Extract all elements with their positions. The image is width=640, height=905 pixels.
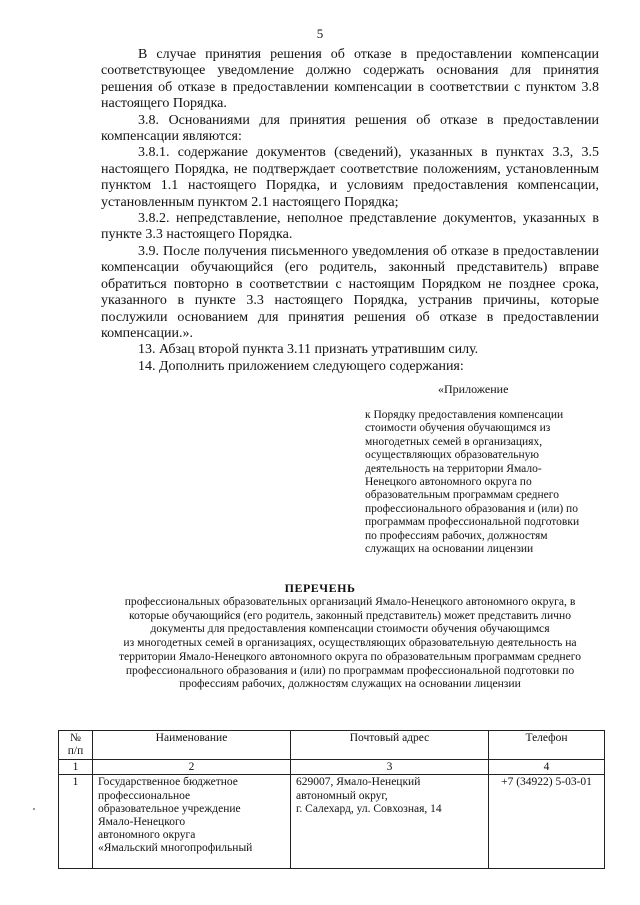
table-header-row (59, 731, 605, 760)
margin-dot (33, 808, 35, 810)
appendix-line: программам профессиональной подготовки (365, 516, 580, 529)
subtitle-line: территории Ямало-Ненецкого автономного округа по образовательным программам среднего (118, 649, 582, 663)
name-line: Ямало-Ненецкого (98, 816, 186, 829)
header-num-line2: п/п (67, 745, 84, 758)
row-num: 1 (59, 775, 93, 869)
name-line: автономного округа (98, 829, 196, 842)
appendix-line: служащих на основании лицензии (365, 543, 534, 556)
paragraph-14: 14. Дополнить приложением следующего содержания: (138, 358, 464, 374)
row-name (93, 775, 291, 869)
header-name: Наименование (93, 731, 291, 760)
appendix-block (365, 409, 605, 556)
paragraph-refusal-notice: В случае принятия решения об отказе в предоставлении компенсации соответствующее уведомление должно содержать основания для принятия решения об отказе в предоставлении компенсации в соответствии с пунктом 3.8 настоящего Порядка. (101, 47, 599, 112)
row-phone: +7 (34922) 5-03-01 (489, 775, 605, 869)
subtitle-line: которые обучающийся (его родитель, законный представитель) может представить лично (129, 608, 571, 622)
paragraph-3-8: 3.8. Основаниями для принятия решения об отказе в предоставлении компенсации являются: (101, 112, 599, 145)
appendix-line: осуществляющих образовательную (365, 449, 540, 462)
appendix-line: многодетных семей в организациях, (365, 435, 543, 448)
table-row (59, 775, 605, 869)
header-num-line1: № (70, 732, 81, 744)
subtitle-line: документы для предоставления компенсации стоимости обучения обучающимся (150, 622, 550, 636)
row-address (291, 775, 489, 869)
paragraph-3-8-1: 3.8.1. содержание документов (сведений), указанных в пунктах 3.3, 3.5 настоящего Порядка, не подтверждает соответствие положениям, установленным пунктом 1.1 настоящего Порядка, и условиям предоставления компенсации, установленным пунктом 2.1 настоящего Порядка; (101, 145, 599, 210)
appendix-line: стоимости обучения обучающимся из (365, 422, 551, 435)
appendix-heading: «Приложение (438, 382, 509, 396)
appendix-line: по профессиям рабочих, должностям (365, 529, 548, 542)
name-line: Государственное бюджетное (98, 776, 238, 789)
paragraph-3-8-2: 3.8.2. непредставление, неполное представление документов, указанных в пункте 3.3 настоящего Порядка. (101, 211, 599, 243)
paragraph-3-9: 3.9. После получения письменного уведомления об отказе в предоставлении компенсации обучающийся (его родитель, законный представитель) вправе обратиться повторно в соответствии с настоящим Порядком не позднее срока, указанного в пункте 3.3 настоящего Порядка, устранив причины, которые послужили основанием для принятия решения об отказе в предоставлении компенсации.». (101, 243, 599, 341)
header-address: Почтовый адрес (291, 731, 489, 760)
address-line: г. Салехард, ул. Совхозная, 14 (296, 802, 442, 815)
name-line: «Ямальский многопрофильный (98, 842, 253, 855)
list-subtitle (95, 595, 605, 691)
appendix-line: профессионального образования и (или) по (365, 502, 578, 515)
name-line: образовательное учреждение (98, 802, 241, 815)
appendix-line: Ненецкого автономного округа по (365, 476, 532, 489)
page-number: 5 (316, 26, 324, 41)
body-text (101, 47, 599, 375)
header-num (59, 731, 93, 760)
paragraph-13: 13. Абзац второй пункта 3.11 признать утратившим силу. (138, 342, 479, 358)
name-line: профессиональное (98, 789, 191, 802)
index-cell: 3 (291, 760, 489, 775)
table-index-row (59, 760, 605, 775)
header-phone: Телефон (489, 731, 605, 760)
index-cell: 2 (93, 760, 291, 775)
subtitle-line: профессиям рабочих, должностям служащих на основании лицензии (179, 677, 521, 691)
appendix-line: деятельность на территории Ямало- (365, 462, 542, 475)
address-line: 629007, Ямало-Ненецкий (296, 776, 421, 789)
organizations-table (58, 730, 605, 869)
subtitle-line: из многодетных семей в организациях, осуществляющих образовательную деятельность на (123, 636, 577, 650)
index-cell: 1 (59, 760, 93, 775)
index-cell: 4 (489, 760, 605, 775)
subtitle-line: профессионального образования и (или) по программам профессиональной подготовки по (125, 663, 575, 677)
appendix-line: образовательным программам среднего (365, 489, 559, 502)
appendix-line: к Порядку предоставления компенсации (365, 409, 564, 421)
list-title: ПЕРЕЧЕНЬ (284, 581, 356, 595)
subtitle-line: профессиональных образовательных организаций Ямало-Ненецкого автономного округа, в (124, 595, 576, 608)
address-line: автономный округ, (296, 789, 388, 802)
